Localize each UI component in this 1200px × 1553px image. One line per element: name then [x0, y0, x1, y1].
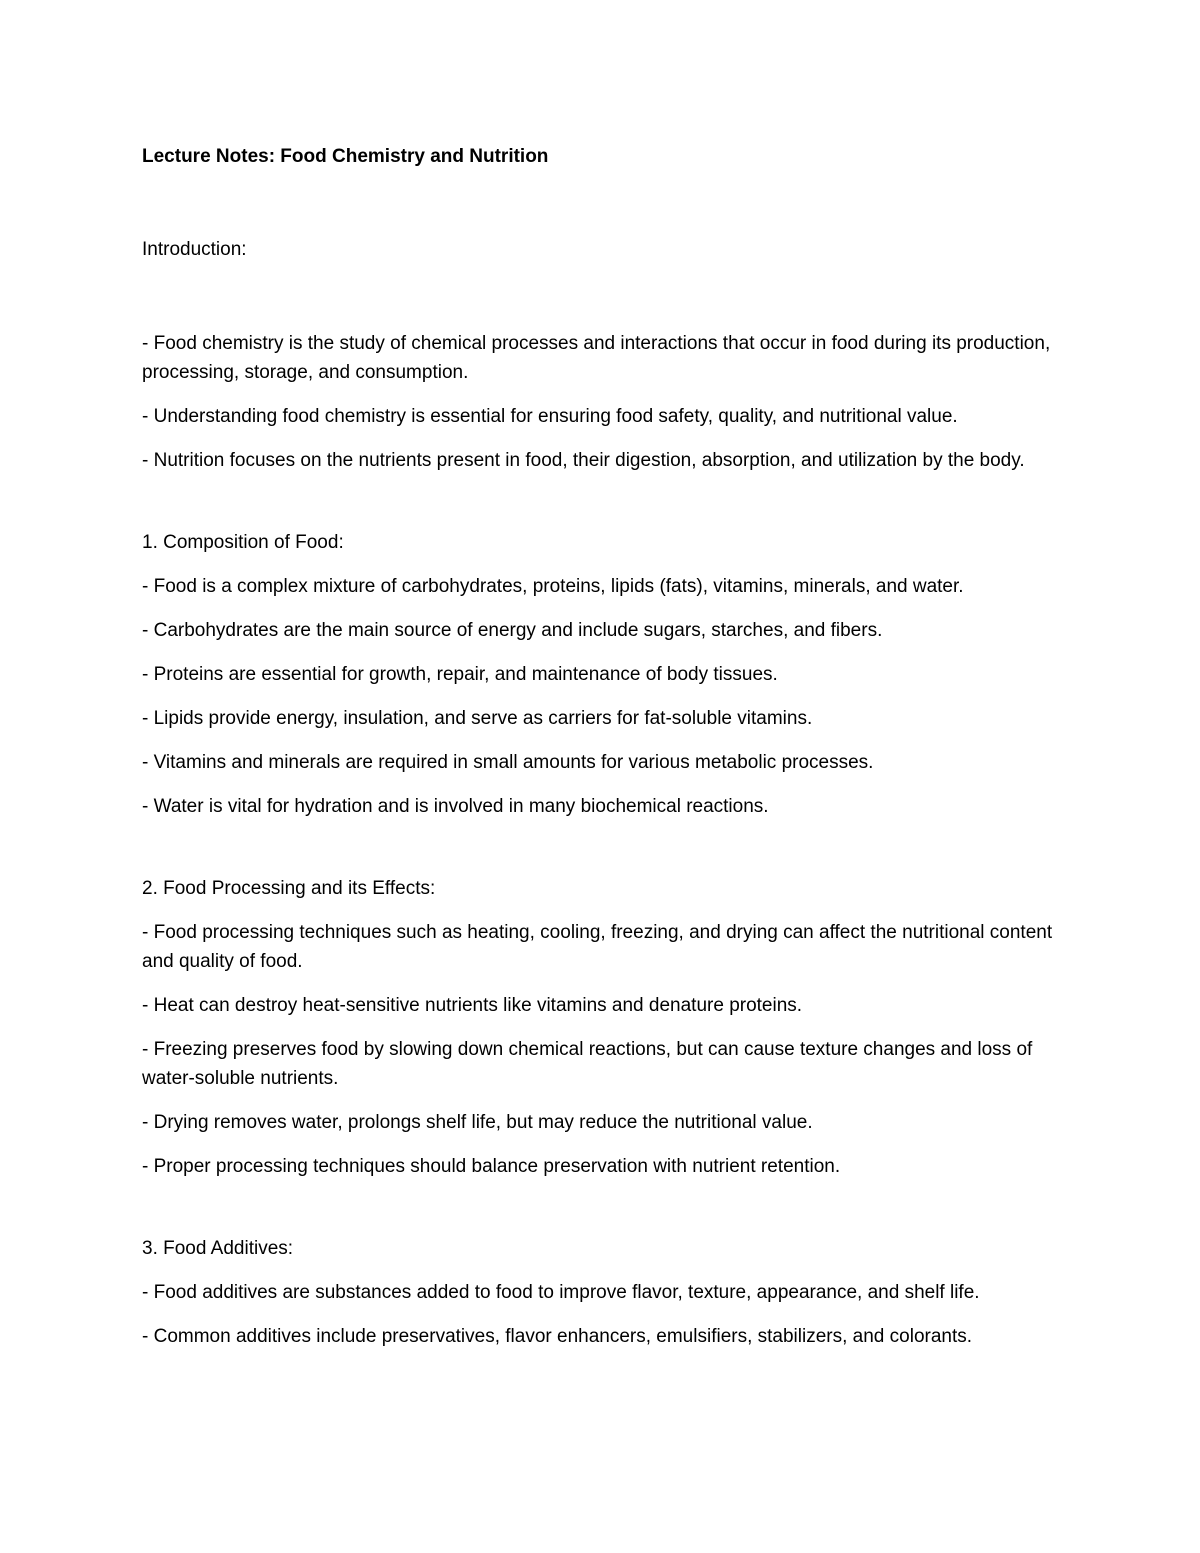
- section-point: - Water is vital for hydration and is involved in many biochemical reactions.: [142, 796, 769, 817]
- section-additives: [142, 1234, 1062, 1351]
- section-point: - Common additives include preservatives, flavor enhancers, emulsifiers, stabilizers, and colorants.: [142, 1326, 973, 1347]
- section-heading: 2. Food Processing and its Effects:: [142, 878, 436, 899]
- intro-point: - Food chemistry is the study of chemical processes and interactions that occur in food during its production, processing, storage, and consumption.: [142, 333, 1051, 383]
- section-point: - Drying removes water, prolongs shelf life, but may reduce the nutritional value.: [142, 1112, 813, 1133]
- section-heading: 1. Composition of Food:: [142, 532, 344, 553]
- section-processing: [142, 874, 1062, 1181]
- section-point: - Carbohydrates are the main source of energy and include sugars, starches, and fibers.: [142, 620, 883, 641]
- section-point: - Freezing preserves food by slowing down chemical reactions, but can cause texture changes and loss of water-soluble nutrients.: [142, 1039, 1033, 1089]
- section-point: - Heat can destroy heat-sensitive nutrients like vitamins and denature proteins.: [142, 995, 803, 1016]
- intro-points: [142, 329, 1062, 475]
- intro-point: - Nutrition focuses on the nutrients present in food, their digestion, absorption, and utilization by the body.: [142, 450, 1025, 471]
- section-composition: [142, 528, 1062, 821]
- intro-point: - Understanding food chemistry is essential for ensuring food safety, quality, and nutritional value.: [142, 406, 958, 427]
- section-point: - Vitamins and minerals are required in small amounts for various metabolic processes.: [142, 752, 874, 773]
- intro-heading: Introduction:: [142, 239, 247, 260]
- section-point: - Food is a complex mixture of carbohydrates, proteins, lipids (fats), vitamins, minerals, and water.: [142, 576, 964, 597]
- section-heading: 3. Food Additives:: [142, 1238, 294, 1259]
- section-point: - Food processing techniques such as heating, cooling, freezing, and drying can affect the nutritional content and quality of food.: [142, 922, 1053, 972]
- section-point: - Lipids provide energy, insulation, and serve as carriers for fat-soluble vitamins.: [142, 708, 813, 729]
- section-point: - Food additives are substances added to food to improve flavor, texture, appearance, and shelf life.: [142, 1282, 980, 1303]
- document-body: [142, 142, 1062, 1366]
- document-title: Lecture Notes: Food Chemistry and Nutrition: [142, 146, 549, 167]
- section-point: - Proper processing techniques should balance preservation with nutrient retention.: [142, 1156, 841, 1177]
- section-point: - Proteins are essential for growth, repair, and maintenance of body tissues.: [142, 664, 778, 685]
